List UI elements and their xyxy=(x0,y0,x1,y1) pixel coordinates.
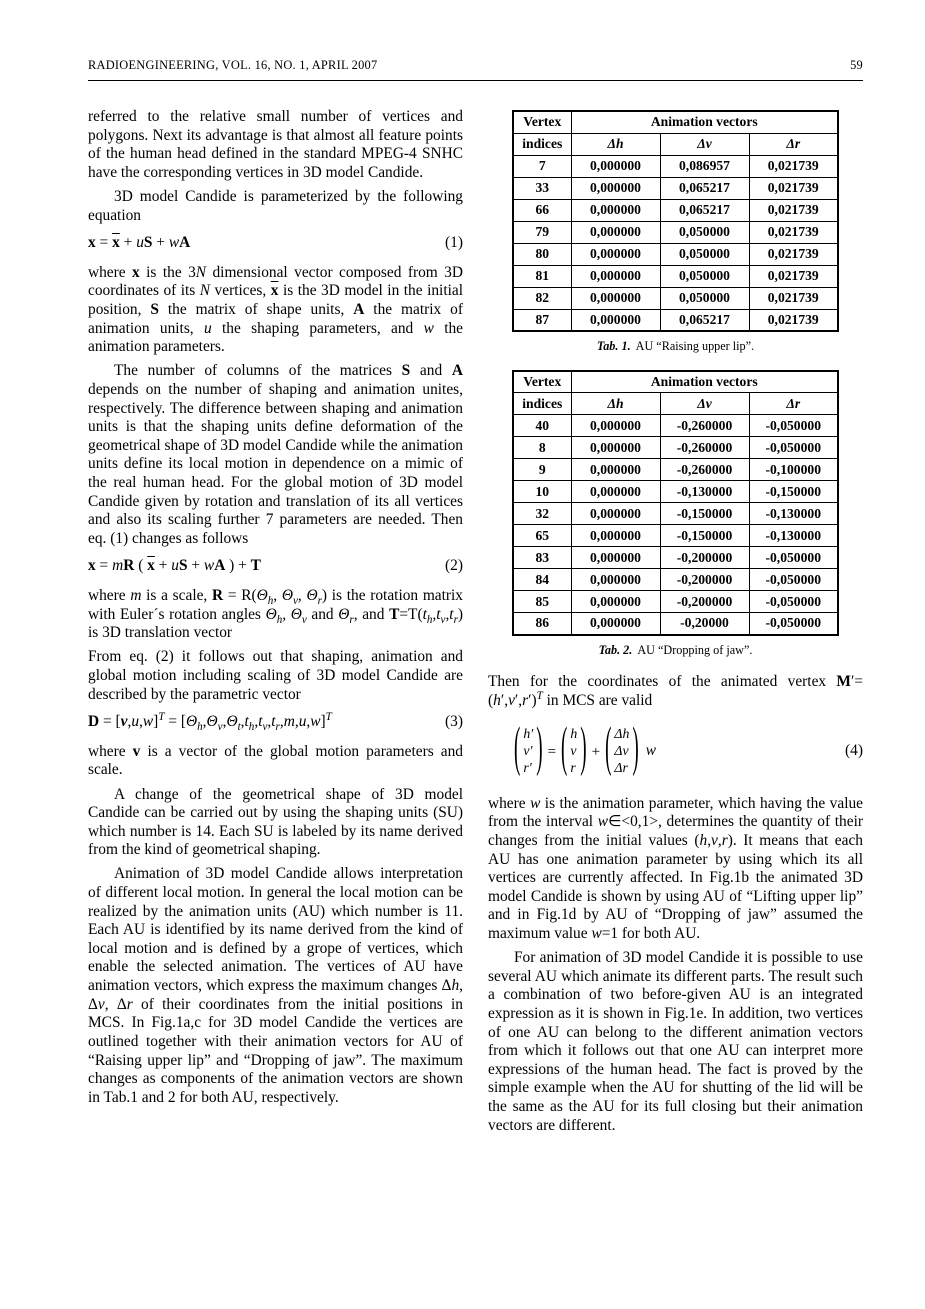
table-cell: 0,021739 xyxy=(749,177,838,199)
table-cell: 32 xyxy=(513,503,571,525)
paragraph: The number of columns of the matrices S and A depends on the number of shaping and animation unites, respectively. The difference between shaping and animation units is that the shaping units define deformation of the geometrical shape of 3D model Candide while the animation units define its local motion in dependence on a mimic of the real human head. For the global motion of 3D model Candide given by rotation and translation of its all vertices and also its scaling further 7 parameters are needed. Then eq. (1) changes as follows xyxy=(88,362,463,547)
equation-3 xyxy=(88,713,463,732)
right-paren: ) xyxy=(536,718,543,780)
table-cell: -0,150000 xyxy=(660,525,749,547)
table-cell: 0,000000 xyxy=(571,309,660,331)
equation-2 xyxy=(88,557,463,576)
matrix-entry: Δh xyxy=(614,726,630,742)
table-cell: 0,065217 xyxy=(660,309,749,331)
paragraph: where x is the 3N dimensional vector composed from 3D coordinates of its N vertices, $\overline{x}$ is the 3D model in the initial position, S the matrix of shape units, A the matrix of animation units, u the shaping parameters, and w the animation parameters. xyxy=(88,263,463,356)
table-cell: 7 xyxy=(513,155,571,177)
table-cell: 0,000000 xyxy=(571,481,660,503)
equation-number: (1) xyxy=(445,234,463,252)
table-caption xyxy=(488,339,863,354)
table-header-cell: Animation vectors xyxy=(571,111,838,133)
table-cell: 0,021739 xyxy=(749,309,838,331)
animation-parameter: w xyxy=(645,742,656,760)
table-cell: 0,000000 xyxy=(571,177,660,199)
paragraph: where m is a scale, $R = R(\Theta_h$, $\Theta_v$, $\Theta_r$) is the rotation matrix with Euler´s rotation angles $\Theta_h$, $\Theta_v$ and $\Theta_r$, and $T=T(t_h,t_v,t_r)$ is 3D translation vector xyxy=(88,587,464,642)
matrix-initial xyxy=(561,718,587,780)
table-cell: -0,050000 xyxy=(749,591,838,613)
table-body xyxy=(513,415,838,635)
table-cell: -0,260000 xyxy=(660,459,749,481)
table-cell: 8 xyxy=(513,437,571,459)
table-row xyxy=(513,199,838,221)
table-row xyxy=(513,177,838,199)
table-cell: 65 xyxy=(513,525,571,547)
table-cell: 0,000000 xyxy=(571,243,660,265)
right-paren: ) xyxy=(632,718,639,780)
equals-sign: = xyxy=(547,743,557,760)
table-cell: 0,000000 xyxy=(571,437,660,459)
left-column xyxy=(88,108,463,1141)
matrix-entry: r xyxy=(570,760,576,776)
table-cell: 0,000000 xyxy=(571,459,660,481)
table-header-cell: Δr xyxy=(749,393,838,415)
table-cell: 83 xyxy=(513,547,571,569)
table-cell: 0,000000 xyxy=(571,591,660,613)
page-header xyxy=(88,58,863,80)
paragraph: For animation of 3D model Candide it is possible to use several AU which animate its different parts. The result such a combination of two before-given AU is an integrated expression as it is shown in Fig.1e. In addition, two vertices of one AU can belong to the different animation vectors from which it follows out that one AU can interpret more expressions of the human head. The fact is proved by the simple example when the AU for shutting of the lid will be the same as the AU for its full closing but their animation vectors are different. xyxy=(488,949,863,1134)
right-paren: ) xyxy=(580,718,587,780)
table-cell: 0,000000 xyxy=(571,155,660,177)
table-header-cell: indices xyxy=(513,393,571,415)
plus-sign: + xyxy=(591,743,601,760)
table-cell: 0,000000 xyxy=(571,547,660,569)
left-paren: ( xyxy=(605,718,612,780)
right-column xyxy=(488,108,863,1141)
equation-1 xyxy=(88,234,463,253)
table-cell: 0,086957 xyxy=(660,155,749,177)
table-cell: 0,000000 xyxy=(571,525,660,547)
table-cell: 85 xyxy=(513,591,571,613)
matrix-column xyxy=(520,726,536,776)
matrix-entry: v′ xyxy=(523,743,533,759)
equation-body: $x = \overline{x}$ + uS + wA xyxy=(88,234,191,252)
table-header-row xyxy=(513,111,838,133)
table-cell: -0,260000 xyxy=(660,437,749,459)
table-dropping-of-jaw xyxy=(512,370,839,636)
paragraph: where w is the animation parameter, which having the value from the interval w∈<0,1>, determines the quantity of their changes from the initial values (h,v,r). It means that each AU has one animation parameter by using which its all vertices are currently affected. In Fig.1b the animated 3D model Candide is shown by using AU of “Lifting upper lip” and in Fig.1d by AU of “Dropping of jaw” assumed the maximum value w=1 for both AU. xyxy=(488,794,863,942)
table-cell: 0,000000 xyxy=(571,613,660,635)
table-cell: -0,200000 xyxy=(660,591,749,613)
table-row xyxy=(513,459,838,481)
table-cell: -0,050000 xyxy=(749,437,838,459)
table-cell: -0,150000 xyxy=(749,481,838,503)
table-cell: -0,130000 xyxy=(749,525,838,547)
caption-text: AU “Dropping of jaw”. xyxy=(637,642,753,657)
matrix-lhs xyxy=(514,718,543,780)
paragraph: A change of the geometrical shape of 3D model Candide can be carried out by using the shaping units (SU) which number is 14. Each SU is labeled by its name derived from the kind of geometrical shaping. xyxy=(88,785,463,859)
table-row xyxy=(513,287,838,309)
table-row xyxy=(513,503,838,525)
equation-body: x = mR ( $\overline{x}$ + uS + wA ) + T xyxy=(88,557,261,575)
table-cell: 0,000000 xyxy=(571,265,660,287)
table-cell: 0,021739 xyxy=(749,287,838,309)
equation-number: (2) xyxy=(445,557,463,575)
matrix-delta xyxy=(605,718,639,780)
journal-title: RADIOENGINEERING, VOL. 16, NO. 1, APRIL 2007 xyxy=(88,58,378,72)
table-row xyxy=(513,243,838,265)
paragraph: Then for the coordinates of the animated vertex $M'=(h',v',r')^T$ in MCS are valid xyxy=(488,673,863,710)
table-header-cell: indices xyxy=(513,133,571,155)
table-header-row xyxy=(513,133,838,155)
table-row xyxy=(513,437,838,459)
table-header-cell: Δh xyxy=(571,133,660,155)
table-cell: -0,100000 xyxy=(749,459,838,481)
table-cell: 81 xyxy=(513,265,571,287)
table-cell: 0,021739 xyxy=(749,199,838,221)
equation-number: (4) xyxy=(845,742,863,760)
table-cell: -0,200000 xyxy=(660,547,749,569)
table-cell: 33 xyxy=(513,177,571,199)
table-cell: 0,050000 xyxy=(660,221,749,243)
table-header-cell: Δv xyxy=(660,393,749,415)
table-row xyxy=(513,525,838,547)
table-head xyxy=(513,111,838,155)
matrix-entry: Δr xyxy=(614,760,628,776)
table-cell: 0,021739 xyxy=(749,243,838,265)
table-header-row xyxy=(513,393,838,415)
table-cell: 0,000000 xyxy=(571,415,660,437)
paragraph: From eq. (2) it follows out that shaping, animation and global motion including scaling of 3D model Candide are described by the parametric vector xyxy=(88,648,463,703)
table-cell: -0,050000 xyxy=(749,613,838,635)
table-cell: 40 xyxy=(513,415,571,437)
table-header-cell: Δv xyxy=(660,133,749,155)
table-row xyxy=(513,591,838,613)
table-cell: 0,050000 xyxy=(660,287,749,309)
table-cell: 9 xyxy=(513,459,571,481)
table-cell: -0,260000 xyxy=(660,415,749,437)
table-body xyxy=(513,155,838,331)
table-cell: 82 xyxy=(513,287,571,309)
table-cell: 0,050000 xyxy=(660,243,749,265)
table-cell: -0,200000 xyxy=(660,569,749,591)
caption-label: Tab. 1. xyxy=(596,339,631,353)
matrix-entry: r′ xyxy=(523,760,532,776)
table-row xyxy=(513,265,838,287)
table-cell: 0,050000 xyxy=(660,265,749,287)
table-header-cell: Δh xyxy=(571,393,660,415)
table-cell: 0,065217 xyxy=(660,199,749,221)
table-cell: -0,20000 xyxy=(660,613,749,635)
table-row xyxy=(513,481,838,503)
table-cell: 79 xyxy=(513,221,571,243)
table-cell: -0,130000 xyxy=(660,481,749,503)
header-rule xyxy=(88,80,863,81)
equation-number: (3) xyxy=(445,713,463,731)
table-cell: -0,050000 xyxy=(749,569,838,591)
table-row xyxy=(513,613,838,635)
table-header-cell: Animation vectors xyxy=(571,371,838,393)
paragraph: where v is a vector of the global motion parameters and scale. xyxy=(88,742,463,779)
table-cell: 0,021739 xyxy=(749,155,838,177)
table-raising-upper-lip xyxy=(512,110,839,332)
equation-body: $D = [\nu,u,w]^T = [\Theta_h,\Theta_v,\Theta_t,t_h,t_v,t_r,m,u,w]^T$ xyxy=(88,711,332,734)
equation-body xyxy=(488,718,837,780)
table-cell: 0,000000 xyxy=(571,199,660,221)
table-head xyxy=(513,371,838,415)
table-cell: -0,130000 xyxy=(749,503,838,525)
paragraph: referred to the relative small number of vertices and polygons. Next its advantage is that almost all feature points of the human head defined in the standard MPEG-4 SNHC have the corresponding vertices in 3D model Candide. xyxy=(88,108,463,181)
matrix-entry: v xyxy=(570,743,577,759)
table-cell: -0,050000 xyxy=(749,415,838,437)
paragraph: 3D model Candide is parameterized by the following equation xyxy=(88,187,463,224)
table-row xyxy=(513,155,838,177)
table-cell: 0,000000 xyxy=(571,287,660,309)
table-cell: -0,050000 xyxy=(749,547,838,569)
table-header-cell: Vertex xyxy=(513,371,571,393)
table-row xyxy=(513,221,838,243)
table-row xyxy=(513,547,838,569)
page-number: 59 xyxy=(850,58,863,72)
table-row xyxy=(513,415,838,437)
table-cell: 84 xyxy=(513,569,571,591)
table-caption xyxy=(488,643,863,658)
matrix-entry: h′ xyxy=(523,726,534,742)
equation-4 xyxy=(488,718,863,782)
matrix-entry: Δv xyxy=(614,743,629,759)
table-cell: 0,021739 xyxy=(749,221,838,243)
matrix-column xyxy=(611,726,632,776)
left-paren: ( xyxy=(514,718,521,780)
table-cell: 66 xyxy=(513,199,571,221)
table-cell: -0,150000 xyxy=(660,503,749,525)
matrix-entry: h xyxy=(570,726,578,742)
matrix-column xyxy=(567,726,580,776)
table-header-cell: Δr xyxy=(749,133,838,155)
table-row xyxy=(513,309,838,331)
table-header-row xyxy=(513,371,838,393)
table-cell: 87 xyxy=(513,309,571,331)
table-row xyxy=(513,569,838,591)
paragraph: Animation of 3D model Candide allows interpretation of different local motion. In general the local motion can be realized by the animation units (AU) which number is 11. Each AU is identified by its name derived from the kind of local motion and is defined by a grope of vertices, which enable the selected animation. The vertices of AU have animation vectors, which express the maximum changes Δh, Δv, Δr of their coordinates from the initial positions in MCS. In Fig.1a,c for 3D model Candide the vertices are outlined together with their animation vectors for AU of “Raising upper lip” and “Dropping of jaw”. The maximum changes as components of the animation vectors are shown in Tab.1 and 2 for both AU, respectively. xyxy=(88,865,464,1106)
table-cell: 0,065217 xyxy=(660,177,749,199)
table-cell: 0,000000 xyxy=(571,221,660,243)
table-cell: 0,021739 xyxy=(749,265,838,287)
content xyxy=(88,108,863,1141)
table-cell: 0,000000 xyxy=(571,503,660,525)
table-cell: 86 xyxy=(513,613,571,635)
table-cell: 80 xyxy=(513,243,571,265)
caption-text: AU “Raising upper lip”. xyxy=(635,339,755,353)
caption-label: Tab. 2. xyxy=(598,642,633,657)
left-paren: ( xyxy=(561,718,568,780)
table-cell: 10 xyxy=(513,481,571,503)
table-header-cell: Vertex xyxy=(513,111,571,133)
table-cell: 0,000000 xyxy=(571,569,660,591)
